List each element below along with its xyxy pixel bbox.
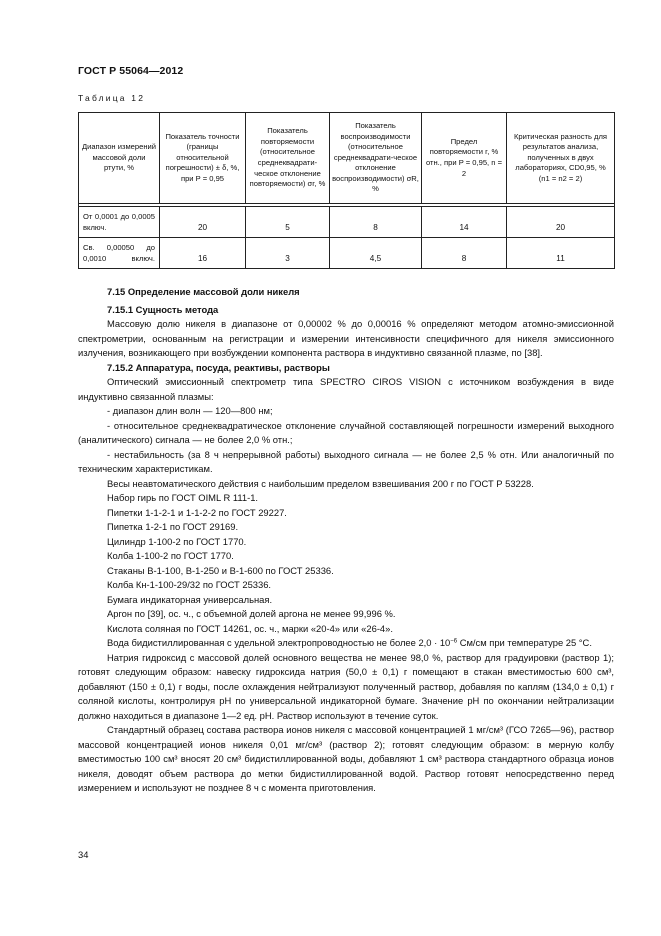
value-cell: 14 [422,207,507,238]
value-cell: 20 [507,207,615,238]
paragraph: Пипетки 1-1-2-1 и 1-1-2-2 по ГОСТ 29227. [107,506,287,518]
subsection-heading: 7.15.1 Сущность метода [107,303,219,315]
paragraph: Бумага индикаторная универсальная. [107,593,273,605]
range-cell: От 0,0001 до 0,0005 включ. [79,207,160,238]
table-header-row [79,113,615,204]
list-item: - диапазон длин волн — 120—800 нм; [107,405,273,416]
paragraph: Кислота соляная по ГОСТ 14261, ос. ч., марки «20-4» или «26-4». [107,622,393,634]
table-row [79,207,615,238]
value-cell: 16 [160,238,246,269]
paragraph [78,636,614,651]
value-cell: 4,5 [330,238,422,269]
paragraph-text: См/см при температуре 25 °С. [457,637,592,648]
value-cell: 5 [246,207,330,238]
paragraph: Цилиндр 1-100-2 по ГОСТ 1770. [107,535,247,547]
column-header: Предел повторяемости r, % отн., при P = 0,95, n = 2 [422,113,507,204]
paragraph: Оптический эмиссионный спектрометр типа SPECTRO CIROS VISION с источником возбуждения в виде индуктивно связанной плазмы: [78,376,614,402]
value-cell: 8 [330,207,422,238]
value-cell: 20 [160,207,246,238]
column-header: Критическая разность для результатов анализа, полученных в двух лабораториях, CD0,95, % (n1 = n2 = 2) [507,113,615,204]
list-item: - относительное среднеквадратическое отклонение случайной составляющей погрешности измерений выходного (аналитического) сигнала — не более 2,0 % отн.; [78,419,614,445]
column-header: Показатель повторяемости (относительное среднеквадрати-ческое отклонение повторяемости) σr, % [246,113,330,204]
value-cell: 11 [507,238,615,269]
data-table [78,112,615,269]
paragraph-text: Вода бидистиллированная с удельной электропроводностью не более 2,0 · 10 [107,637,451,648]
paragraph: Набор гирь по ГОСТ OIML R 111-1. [107,492,259,503]
document-body [78,285,614,796]
column-header: Диапазон измерений массовой доли ртути, % [79,113,160,204]
paragraph: Стандартный образец состава раствора ионов никеля с массовой концентрацией 1 мг/см³ (ГСО 7265—96), раствор массовой концентрацией ионов никеля 0,01 мг/см³ (раствор 2); готовят следующим образом: в мерную колбу вместимостью 100 см³ вносят 20 см³ бидистиллированной воды, добавляют 1 см³ раствора стандартного образца ионов никеля, доводят объем раствора до метки бидистиллированной водой. Раствор готовят непосредственно перед измерением и используют не позднее 8 ч с момента приготовления. [78,724,614,793]
paragraph: Колба 1-100-2 по ГОСТ 1770. [107,550,234,561]
range-cell: Св. 0,00050 до 0,0010 включ. [79,238,160,269]
list-item: - нестабильность (за 8 ч непрерывной работы) выходного сигнала — не более 2,5 % отн. Или аналогичный по техническим характеристикам. [78,448,614,474]
paragraph: Аргон по [39], ос. ч., с объемной долей аргона не менее 99,996 %. [107,608,396,619]
table-caption: Таблица 12 [78,93,146,103]
exponent: −6 [450,638,458,645]
paragraph: Натрия гидроксид с массовой долей основного вещества не менее 98,0 %, раствор для градуировки (раствор 1); готовят следующим образом: навеску гидроксида натрия (50,0 ± 0,1) г помещают в стакан вместимостью 600 см³, добавляют (150 ± 0,1) г воды, после охлаждения нейтрализуют полученный раствор, добавляя по каплям (134,0 ± 0,1) г соляной кислоты, контролируя pH по универсальной индикаторной бумаге. Значение pH по окончании нейтрализации должно находиться в диапазоне 1—2 ед. pH. Раствор используют в течение суток. [78,651,614,721]
table-row [79,238,615,269]
paragraph: Пипетка 1-2-1 по ГОСТ 29169. [107,521,239,532]
paragraph: Весы неавтоматического действия с наибольшим пределом взвешивания 200 г по ГОСТ Р 53228. [107,477,534,489]
column-header: Показатель точности (границы относительной погрешности) ± δ, %, при P = 0,95 [160,113,246,204]
value-cell: 8 [422,238,507,269]
paragraph: Массовую долю никеля в диапазоне от 0,00002 % до 0,00016 % определяют методом атомно-эмиссионной спектрометрии, основанным на регистрации и измерении интенсивности специфичного для никеля эмиссионного излучения, возникающего при возбуждении компонента раствора в индуктивно связанной плазме, по [38]. [78,318,614,358]
subsection-heading: 7.15.2 Аппаратура, посуда, реактивы, растворы [107,361,330,373]
value-cell: 3 [246,238,330,269]
paragraph: Колба Кн-1-100-29/32 по ГОСТ 25336. [107,579,272,590]
column-header: Показатель воспроизводимости (относительное среднеквадрати-ческое отклонение воспроизводимости) σR, % [330,113,422,204]
page-number: 34 [78,849,89,860]
paragraph: Стаканы В-1-100, В-1-250 и В-1-600 по ГОСТ 25336. [107,564,334,576]
section-heading: 7.15 Определение массовой доли никеля [107,286,300,297]
document-header: ГОСТ Р 55064—2012 [78,65,184,77]
